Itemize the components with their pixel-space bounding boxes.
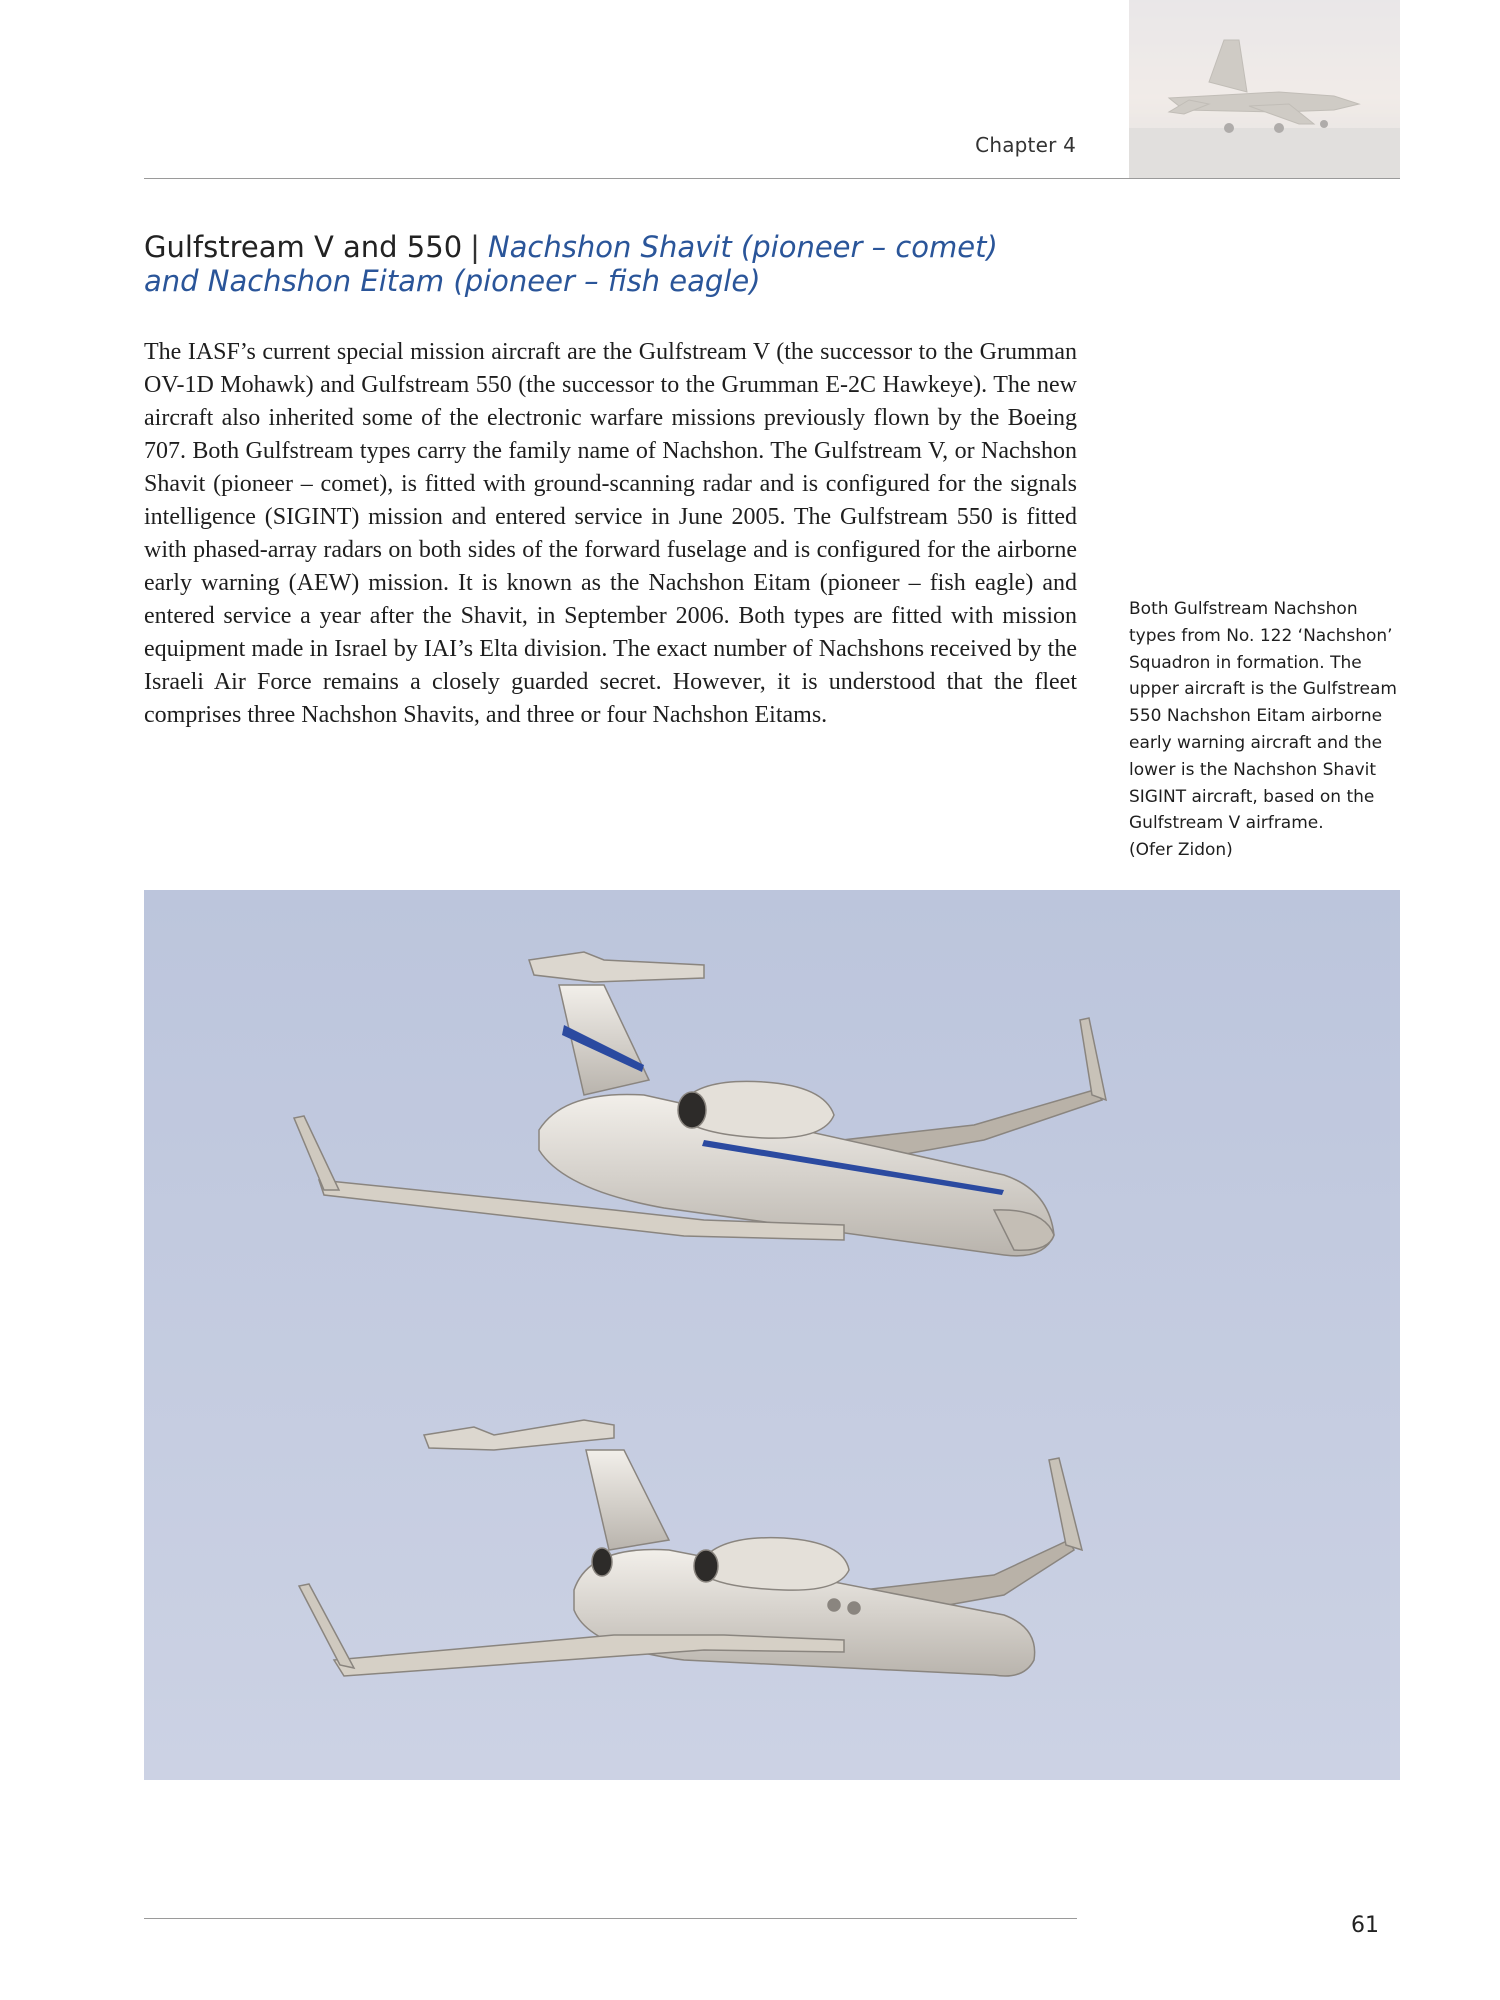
chapter-thumbnail-image <box>1129 0 1400 178</box>
footer-divider <box>144 1918 1077 1919</box>
chapter-label: Chapter 4 <box>975 133 1076 157</box>
caption-text: Both Gulfstream Nachshon types from No. 122 ‘Nachshon’ Squadron in formation. The upper aircraft is the Gulfstream 550 Nachshon Eitam airborne early warning aircraft and the lower is the Nachshon Shavit SIGINT aircraft, based on the Gulfstream V airframe. <box>1129 599 1397 834</box>
page-number: 61 <box>1351 1913 1379 1938</box>
section-subtitle: Nachshon Shavit (pioneer – comet) and Nachshon Eitam (pioneer – fish eagle) <box>144 230 998 298</box>
section-title: Gulfstream V and 550 <box>144 230 463 264</box>
section-heading <box>144 230 1044 298</box>
body-paragraph: The IASF’s current special mission aircraft are the Gulfstream V (the successor to the Grumman OV-1D Mohawk) and Gulfstream 550 (the successor to the Grumman E-2C Hawkeye). The new aircraft also inherited some of the electronic warfare missions previously flown by the Boeing 707. Both Gulfstream types carry the family name of Nachshon. The Gulfstream V, or Nachshon Shavit (pioneer – comet), is fitted with ground-scanning radar and is configured for the signals intelligence (SIGINT) mission and entered service in June 2005. The Gulfstream 550 is fitted with phased-array radars on both sides of the forward fuselage and is configured for the airborne early warning (AEW) mission. It is known as the Nachshon Eitam (pioneer – fish eagle) and entered service a year after the Shavit, in September 2006. Both types are fitted with mission equipment made in Israel by IAI’s Elta division. The exact number of Nachshons received by the Israeli Air Force remains a closely guarded secret. However, it is understood that the fleet comprises three Nachshon Shavits, and three or four Nachshon Eitams. <box>144 339 1077 728</box>
photo-caption <box>1129 596 1409 864</box>
title-separator: | <box>470 230 480 264</box>
caption-credit: (Ofer Zidon) <box>1129 840 1233 861</box>
header-divider <box>144 178 1400 179</box>
aircraft-formation-photo <box>144 890 1400 1780</box>
